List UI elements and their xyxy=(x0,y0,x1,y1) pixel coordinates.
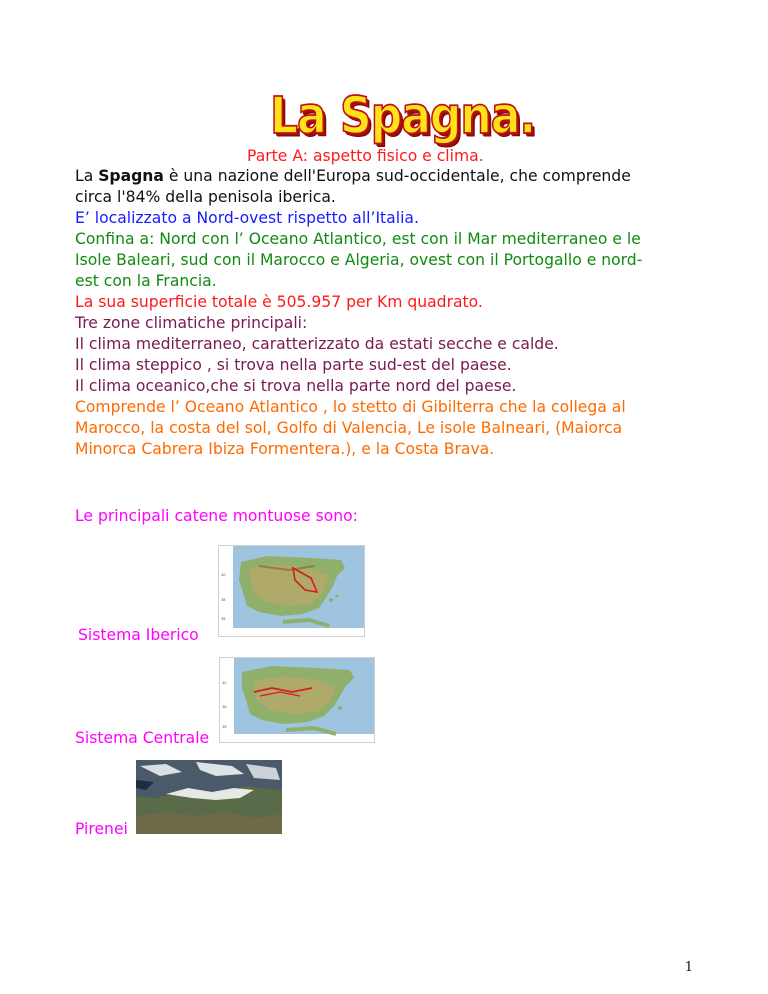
svg-text:38: 38 xyxy=(221,598,226,602)
area-text: La sua superficie totale è 505.957 per Km quadrato. xyxy=(75,293,483,311)
page-title: La Spagna. xyxy=(270,87,536,146)
mountain-label-pirenei: Pirenei xyxy=(75,820,128,838)
intro-rest: è una nazione dell'Europa sud-occidentale, che comprende xyxy=(163,167,631,185)
climate-line-1: Tre zone climatiche principali: xyxy=(75,314,308,332)
intro-line-2: circa l'84% della penisola iberica. xyxy=(75,188,336,206)
pyrenees-satellite-image xyxy=(136,760,282,834)
climate-line-4: Il clima oceanico,che si trova nella parte nord del paese. xyxy=(75,377,517,395)
intro-country: Spagna xyxy=(98,167,164,185)
svg-text:40: 40 xyxy=(221,573,226,577)
intro-line-1 xyxy=(75,166,631,186)
page-number: 1 xyxy=(684,960,693,975)
borders-line-2: Isole Baleari, sud con il Marocco e Algeria, ovest con il Portogallo e nord- xyxy=(75,251,643,269)
mountains-heading: Le principali catene montuose sono: xyxy=(75,507,358,525)
borders-line-1: Confina a: Nord con l’ Oceano Atlantico, est con il Mar mediterraneo e le xyxy=(75,230,641,248)
coasts-line-1: Comprende l’ Oceano Atlantico , lo stetto di Gibilterra che la collega al xyxy=(75,398,626,416)
mountain-label-centrale: Sistema Centrale xyxy=(75,729,210,747)
subtitle: Parte A: aspetto fisico e clima. xyxy=(247,147,484,165)
svg-text:36: 36 xyxy=(222,725,227,729)
climate-line-3: Il clima steppico , si trova nella parte sud-est del paese. xyxy=(75,356,512,374)
coasts-line-2: Marocco, la costa del sol, Golfo di Valencia, Le isole Balneari, (Maiorca xyxy=(75,419,623,437)
iberian-map-image xyxy=(218,545,365,637)
central-map-image xyxy=(219,657,375,743)
intro-prefix: La xyxy=(75,167,99,185)
mountain-label-iberico: Sistema Iberico xyxy=(78,626,199,644)
svg-text:38: 38 xyxy=(222,705,227,709)
borders-line-3: est con la Francia. xyxy=(75,272,217,290)
climate-line-2: Il clima mediterraneo, caratterizzato da estati secche e calde. xyxy=(75,335,559,353)
coasts-line-3: Minorca Cabrera Ibiza Formentera.), e la Costa Brava. xyxy=(75,440,495,458)
location-text: E’ localizzato a Nord-ovest rispetto all’Italia. xyxy=(75,209,419,227)
svg-text:40: 40 xyxy=(222,681,227,685)
svg-text:36: 36 xyxy=(221,617,226,621)
